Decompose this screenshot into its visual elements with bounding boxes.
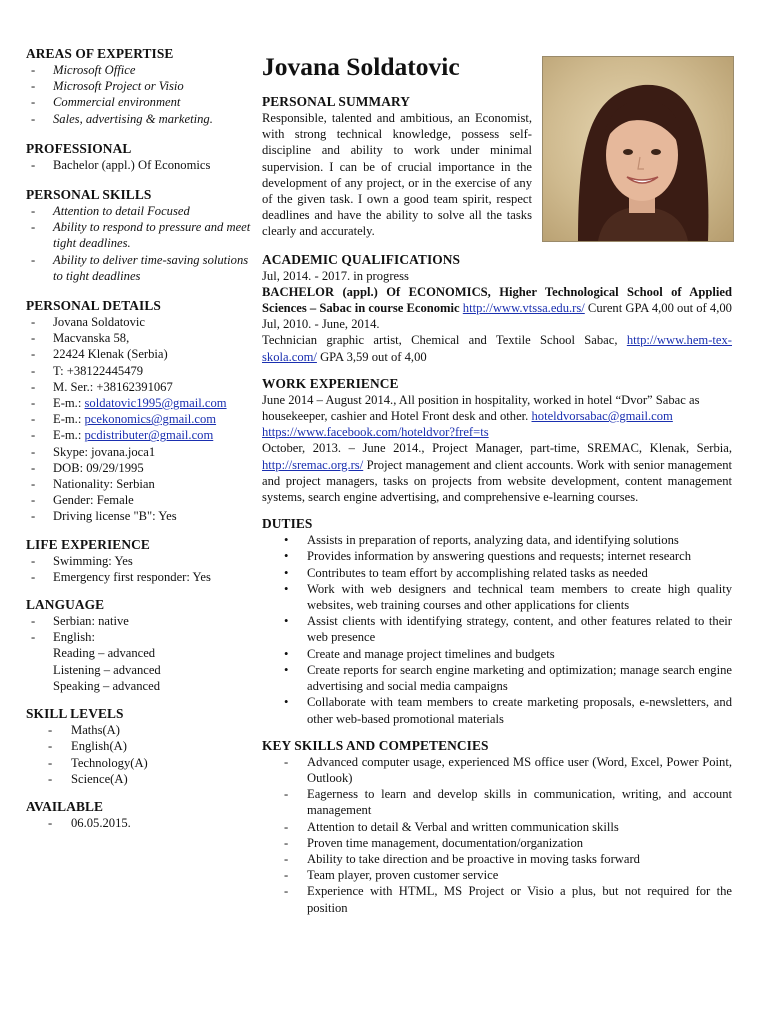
list-item: - English(A) — [26, 738, 254, 754]
available-list — [26, 815, 254, 831]
detail-skype: - Skype: jovana.joca1 — [26, 444, 254, 460]
section-title: PROFESSIONAL — [26, 140, 132, 156]
list-item: - Experience with HTML, MS Project or Visio a plus, but not required for the position — [262, 883, 732, 915]
school-2: Technician graphic artist, Chemical and Textile School Sabac, — [262, 333, 618, 348]
list-item: - Attention to detail Focused — [26, 203, 254, 219]
skill-levels-list — [26, 722, 254, 787]
section-title: PERSONAL SKILLS — [26, 187, 152, 203]
gpa-1: Curent GPA 4,00 out of 4,00 — [587, 301, 732, 316]
list-item: - Ability to take direction and be proactive in moving tasks forward — [262, 851, 732, 867]
candidate-name: Jovana Soldatovic — [262, 52, 460, 81]
section-title: LANGUAGE — [26, 597, 105, 613]
right-column — [262, 46, 732, 927]
list-item: - Science(A) — [26, 771, 254, 787]
job-1-email[interactable]: hoteldvorsabac@gmail.com — [531, 409, 673, 424]
expertise-list — [26, 62, 254, 127]
email-label: E-m.: — [53, 412, 82, 427]
life-list — [26, 553, 254, 585]
section-title: AREAS OF EXPERTISE — [26, 46, 174, 61]
section-areas-of-expertise — [26, 46, 254, 127]
section-professional — [26, 141, 254, 173]
english-level: Speaking – advanced — [53, 678, 161, 693]
section-language — [26, 597, 254, 694]
portrait-image — [543, 57, 733, 241]
summary-text: Responsible, talented and ambitious, an Economist, with strong technical knowledge, possess self-discipline and ability to work under minimal supervision. I can be of crucial importance in the development of any project, or in the exercise of any of the given task. I own a good team spirit, respect deadlines and have the ability to solve all the tasks clearly and accurately. — [262, 111, 532, 239]
list-item: • Contributes to team effort by accomplishing related tasks as needed — [262, 565, 732, 581]
list-item: • Work with web designers and technical team members to create high quality websites, web training courses and other applications for clients — [262, 581, 732, 613]
job-2-desc: Project management and client accounts. Work with senior management and project managers, tasks on projects from website development, content management systems, search engine advertising, and comprehensive e-learning courses. — [262, 457, 732, 505]
list-item: - Swimming: Yes — [26, 553, 254, 569]
list-item: - Technology(A) — [26, 755, 254, 771]
job-2 — [262, 440, 732, 505]
list-item: - Eagerness to learn and develop skills in communication, writing, and account management — [262, 786, 732, 818]
english-level: Listening – advanced — [53, 662, 161, 677]
list-item: - Sales, advertising & marketing. — [26, 111, 254, 127]
duties-list — [262, 532, 732, 726]
section-duties — [262, 516, 732, 726]
list-item: • Assist clients with identifying strategy, content, and other features related to their web presence — [262, 613, 732, 645]
gpa-2: GPA 3,59 out of 4,00 — [320, 349, 427, 364]
list-item: • Assists in preparation of reports, analyzing data, and identifying solutions — [262, 532, 732, 548]
section-personal-skills — [26, 187, 254, 284]
section-title: LIFE EXPERIENCE — [26, 536, 150, 552]
language-serbian: - Serbian: native — [26, 613, 254, 629]
email-link[interactable]: pcekonomics@gmail.com — [84, 412, 217, 427]
email-link[interactable]: pcdistributer@gmail.com — [84, 428, 214, 443]
job-2-text: October, 2013. – June 2014., Project Manager, part-time, SREMAC, Klenak, Serbia, — [262, 441, 732, 456]
detail-email-3 — [26, 427, 254, 443]
detail-phone: - T: +38122445479 — [26, 363, 254, 379]
detail-mobile: - M. Ser.: +38162391067 — [26, 379, 254, 395]
email-label: E-m.: — [53, 396, 82, 411]
list-item: - Microsoft Office — [26, 62, 254, 78]
academic-entry-1 — [262, 284, 732, 316]
language-list — [26, 613, 254, 645]
job-1-text: June 2014 – August 2014., All position in hospitality, worked in hotel “Dvor” Sabac as housekeeper, cashier and Hotel Front desk and other. — [262, 392, 700, 424]
list-item: - Advanced computer usage, experienced MS office user (Word, Excel, Power Point, Outlook) — [262, 754, 732, 786]
list-item: - 06.05.2015. — [26, 815, 254, 831]
list-item: - Attention to detail & Verbal and written communication skills — [262, 819, 732, 835]
detail-nationality: - Nationality: Serbian — [26, 476, 254, 492]
section-life-experience — [26, 537, 254, 585]
section-available — [26, 799, 254, 831]
email-link[interactable]: soldatovic1995@gmail.com — [84, 396, 227, 411]
academic-period-1: Jul, 2014. - 2017. in progress — [262, 268, 409, 283]
list-item: - Ability to respond to pressure and meet tight deadlines. — [26, 219, 254, 251]
section-title: WORK EXPERIENCE — [262, 375, 399, 391]
detail-city: - 22424 Klenak (Serbia) — [26, 346, 254, 362]
list-item: - Bachelor (appl.) Of Economics — [26, 157, 254, 173]
left-column — [26, 46, 254, 842]
professional-list — [26, 157, 254, 173]
detail-email-2 — [26, 411, 254, 427]
section-title: DUTIES — [262, 516, 313, 532]
profile-photo — [542, 56, 734, 242]
academic-period-2: Jul, 2010. - June, 2014. — [262, 317, 380, 332]
language-english: - English: — [26, 629, 254, 645]
section-key-skills — [262, 738, 732, 916]
detail-street: - Macvanska 58, — [26, 330, 254, 346]
detail-license: - Driving license "B": Yes — [26, 508, 254, 524]
list-item: - Maths(A) — [26, 722, 254, 738]
details-list — [26, 314, 254, 525]
job-1-link[interactable]: https://www.facebook.com/hoteldvor?fref=ts — [262, 425, 489, 440]
degree-title: BACHELOR (appl.) Of ECONOMICS, Higher Technological School of Applied Sciences – Sabac in course Economic — [262, 284, 732, 316]
list-item: - Ability to deliver time-saving solutions to tight deadlines — [26, 252, 254, 284]
section-title: PERSONAL SUMMARY — [262, 94, 411, 109]
section-title: KEY SKILLS AND COMPETENCIES — [262, 737, 489, 753]
skills-list — [26, 203, 254, 284]
list-item: - Proven time management, documentation/organization — [262, 835, 732, 851]
section-title: PERSONAL DETAILS — [26, 298, 161, 314]
detail-dob: - DOB: 09/29/1995 — [26, 460, 254, 476]
list-item: • Create reports for search engine marketing and optimization; manage search engine advertising and social media campaigns — [262, 662, 732, 694]
list-item: • Provides information by answering questions and requests; internet research — [262, 548, 732, 564]
school-link-2[interactable]: http://www.hem-tex-skola.com/ — [262, 333, 732, 364]
list-item: - Microsoft Project or Visio — [26, 78, 254, 94]
detail-email-1 — [26, 395, 254, 411]
job-2-link[interactable]: http://sremac.org.rs/ — [262, 457, 364, 472]
email-label: E-m.: — [53, 428, 82, 443]
section-academic — [262, 252, 732, 365]
detail-name: - Jovana Soldatovic — [26, 314, 254, 330]
english-level: Reading – advanced — [53, 646, 156, 661]
section-work-experience — [262, 376, 732, 505]
academic-entry-2 — [262, 332, 732, 364]
section-skill-levels — [26, 706, 254, 787]
list-item: • Create and manage project timelines and budgets — [262, 646, 732, 662]
list-item: - Team player, proven customer service — [262, 867, 732, 883]
section-title: AVAILABLE — [26, 798, 104, 814]
job-1 — [262, 392, 732, 441]
detail-gender: - Gender: Female — [26, 492, 254, 508]
key-skills-list — [262, 754, 732, 916]
school-link-1[interactable]: http://www.vtssa.edu.rs/ — [462, 301, 585, 316]
list-item: - Emergency first responder: Yes — [26, 569, 254, 585]
list-item: • Collaborate with team members to create marketing proposals, e-newsletters, and other web-based promotional materials — [262, 694, 732, 726]
list-item: - Commercial environment — [26, 94, 254, 110]
section-title: ACADEMIC QUALIFICATIONS — [262, 251, 461, 267]
section-title: SKILL LEVELS — [26, 706, 124, 722]
section-personal-details — [26, 298, 254, 525]
